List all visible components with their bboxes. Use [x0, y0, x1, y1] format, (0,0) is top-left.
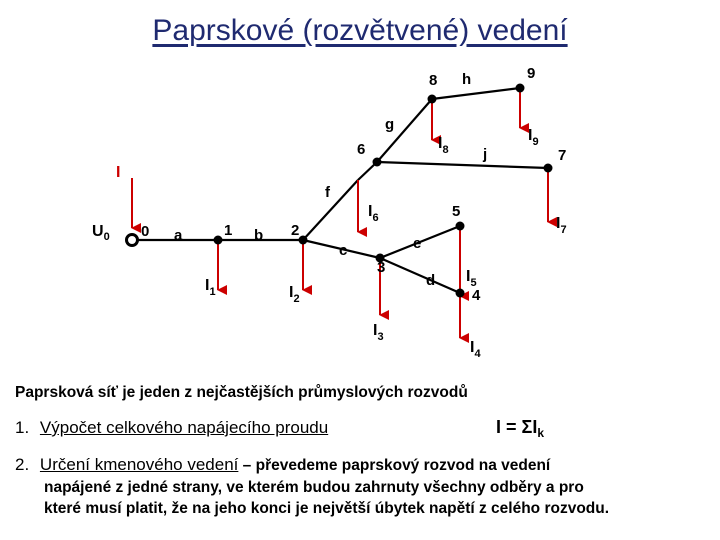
nodes	[127, 84, 553, 298]
node-label-1: 1	[224, 222, 233, 239]
node-label-5: 5	[452, 203, 461, 220]
segment-label-e: e	[413, 235, 422, 252]
supply-node	[127, 235, 138, 246]
segment-label-j: j	[483, 146, 488, 163]
current-label-i6: $I_6$	[368, 203, 379, 224]
current-arrows	[132, 88, 548, 338]
segment-label-g: g	[385, 116, 395, 133]
segment-label-c: c	[339, 242, 348, 259]
node-label-2: 2	[291, 222, 300, 239]
item-1-text: Výpočet celkového napájecího proudu	[39, 418, 329, 437]
formula-var: I	[532, 417, 538, 437]
line-j	[377, 162, 548, 168]
node-9	[516, 84, 525, 93]
line-d	[380, 258, 460, 293]
node-1	[214, 236, 223, 245]
segment-label-f: f	[325, 184, 330, 201]
current-label-i1: $I_1$	[205, 277, 216, 298]
formula-sigma: Σ	[521, 417, 533, 437]
current-label-i4: $I_4$	[470, 339, 481, 360]
current-label-i5: $I_5$	[466, 268, 477, 289]
node-7	[544, 164, 553, 173]
item-2-line-2: napájené z jedné strany, ve kterém budou zahrnuty všechny odběry a pro	[44, 479, 584, 496]
segment-label-a: a	[174, 227, 183, 244]
node-label-7: 7	[558, 147, 567, 164]
node-label-9: 9	[527, 65, 536, 82]
current-label-i9: $I_9$	[528, 127, 539, 148]
formula-sub: k	[537, 426, 545, 440]
segment-label-h: h	[462, 71, 472, 88]
node-4	[456, 289, 465, 298]
node-2	[299, 236, 308, 245]
item-1-number: 1.	[15, 418, 30, 437]
line-f	[303, 180, 358, 240]
item-2-line-3: které musí platit, že na jeho konci je největší úbytek napětí z celého rozvodu.	[44, 500, 610, 517]
node-8	[428, 95, 437, 104]
page-title: Paprskové (rozvětvené) vedení	[152, 14, 568, 47]
supply-voltage-label: $U_0$	[92, 223, 110, 243]
intro-text: Paprsková síť je jeden z nejčastějších průmyslových rozvodů	[15, 384, 468, 401]
item-1	[15, 418, 328, 438]
current-label-i3: $I_3$	[373, 322, 384, 343]
item-2-number: 2.	[15, 455, 30, 474]
segment-label-b: b	[254, 227, 264, 244]
current-label-i2: $I_2$	[289, 284, 300, 305]
segment-label-d: d	[426, 272, 436, 289]
item-2-underlined: Určení kmenového vedení	[39, 455, 239, 474]
node-label-3: 3	[377, 259, 386, 276]
current-label-i7: $I_7$	[556, 215, 567, 236]
line-h	[432, 88, 520, 99]
node-label-0: 0	[141, 223, 150, 240]
node-6	[373, 158, 382, 167]
current-label-i8: $I_8$	[438, 135, 449, 156]
item-2	[15, 455, 550, 475]
segment-labels	[174, 71, 487, 289]
node-5	[456, 222, 465, 231]
node-label-6: 6	[357, 141, 366, 158]
total-current-label: I	[116, 164, 121, 181]
node-label-8: 8	[429, 72, 438, 89]
formula-lhs: I =	[496, 417, 522, 437]
total-current-formula	[496, 417, 544, 440]
node-label-4: 4	[472, 287, 481, 304]
network-lines	[132, 88, 548, 293]
item-2-rest: – převedeme paprskový rozvod na vedení	[238, 457, 551, 474]
